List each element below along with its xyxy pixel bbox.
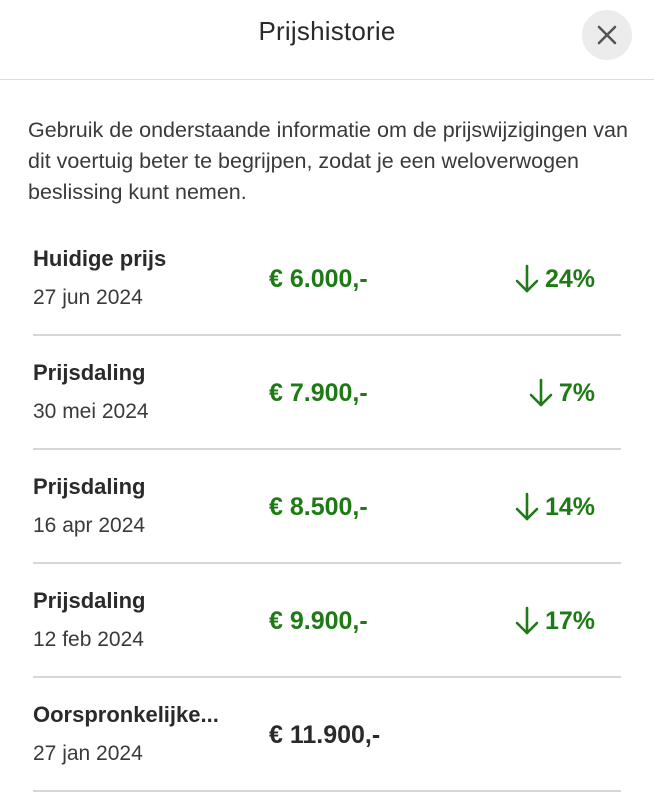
change-percent: 17% xyxy=(544,606,595,635)
row-date: 27 jan 2024 xyxy=(33,742,143,765)
list-item xyxy=(33,678,621,792)
intro-text: Gebruik de onderstaande informatie om de prijswijzigingen van dit voertuig beter te begrijpen, zodat je een weloverwogen beslissing kunt nemen. xyxy=(28,118,628,204)
row-price: € 8.500,- xyxy=(269,493,368,521)
row-price: € 6.000,- xyxy=(269,265,368,293)
arrow-down-icon xyxy=(514,264,540,294)
arrow-down-icon xyxy=(514,606,540,636)
row-date: 16 apr 2024 xyxy=(33,514,146,537)
row-label: Prijsdaling xyxy=(33,474,146,499)
row-price: € 7.900,- xyxy=(269,379,368,407)
modal-header xyxy=(0,0,654,80)
change-percent: 24% xyxy=(544,264,595,293)
price-change xyxy=(528,378,595,408)
row-date: 12 feb 2024 xyxy=(33,628,144,651)
row-date: 30 mei 2024 xyxy=(33,400,149,423)
list-item xyxy=(33,222,621,336)
row-label: Prijsdaling xyxy=(33,588,146,613)
price-change xyxy=(514,492,595,522)
row-label: Prijsdaling xyxy=(33,360,146,385)
close-icon xyxy=(596,24,618,46)
page-title: Prijshistorie xyxy=(258,16,396,46)
arrow-down-icon xyxy=(514,492,540,522)
row-label: Huidige prijs xyxy=(33,246,167,271)
price-change xyxy=(514,606,595,636)
arrow-down-icon xyxy=(528,378,554,408)
row-price: € 11.900,- xyxy=(269,721,381,749)
list-item xyxy=(33,336,621,450)
list-item xyxy=(33,450,621,564)
row-label: Oorspronkelijke... xyxy=(33,702,219,727)
change-percent: 14% xyxy=(544,492,595,521)
price-history-list xyxy=(33,222,621,792)
close-button[interactable] xyxy=(582,10,632,60)
change-percent: 7% xyxy=(558,378,595,407)
price-change xyxy=(514,264,595,294)
list-item xyxy=(33,564,621,678)
row-date: 27 jun 2024 xyxy=(33,286,143,309)
row-price: € 9.900,- xyxy=(269,607,368,635)
